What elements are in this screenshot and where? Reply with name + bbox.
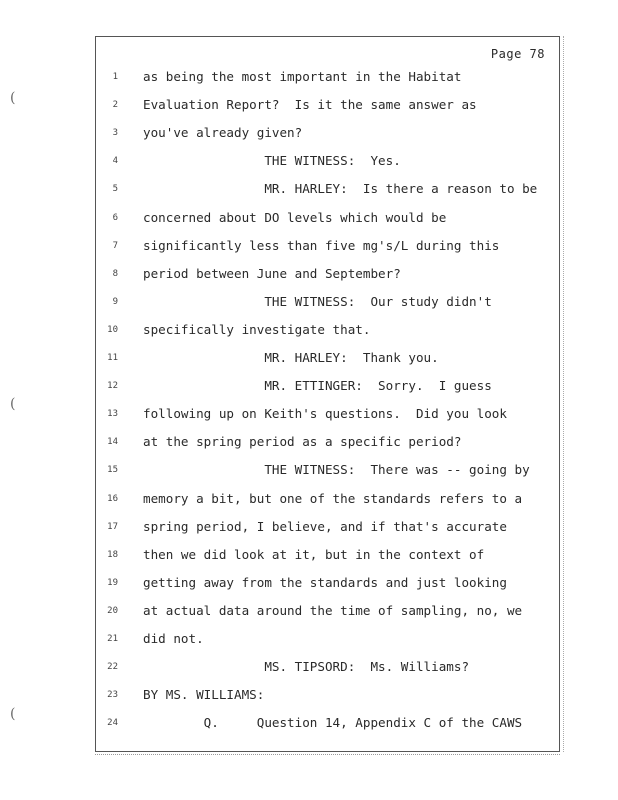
transcript-line bbox=[96, 236, 559, 256]
transcript-line bbox=[96, 545, 559, 565]
line-number: 24 bbox=[107, 718, 118, 729]
transcript-line bbox=[96, 179, 559, 199]
line-number: 21 bbox=[107, 634, 118, 644]
line-text: specifically investigate that. bbox=[143, 321, 371, 337]
transcript-line bbox=[96, 320, 559, 340]
line-number: 4 bbox=[112, 156, 118, 167]
transcript-line bbox=[96, 517, 559, 537]
transcript-line bbox=[96, 376, 559, 396]
line-text: at the spring period as a specific period? bbox=[143, 434, 462, 450]
line-number: 23 bbox=[107, 690, 118, 701]
line-text: THE WITNESS: Yes. bbox=[143, 153, 401, 169]
transcript-line bbox=[96, 629, 559, 649]
transcript-line bbox=[96, 292, 559, 312]
line-number: 15 bbox=[107, 465, 118, 476]
line-number: 14 bbox=[107, 437, 118, 448]
line-number: 16 bbox=[107, 493, 118, 504]
line-text: MR. ETTINGER: Sorry. I guess bbox=[143, 378, 492, 394]
line-number: 20 bbox=[107, 605, 118, 616]
line-number: 13 bbox=[107, 409, 118, 420]
line-text: at actual data around the time of sampling, no, we bbox=[143, 602, 523, 618]
line-text: spring period, I believe, and if that's accurate bbox=[143, 518, 507, 534]
transcript-line bbox=[96, 601, 559, 621]
transcript-line bbox=[96, 404, 559, 424]
transcript-line bbox=[96, 685, 559, 705]
margin-mark-top: ( bbox=[10, 90, 16, 106]
line-number: 18 bbox=[107, 549, 118, 560]
line-text: memory a bit, but one of the standards refers to a bbox=[143, 490, 523, 506]
line-text: MR. HARLEY: Is there a reason to be bbox=[143, 181, 538, 197]
line-text: Q. Question 14, Appendix C of the CAWS bbox=[143, 715, 523, 731]
line-text: following up on Keith's questions. Did you look bbox=[143, 406, 507, 422]
line-text: THE WITNESS: Our study didn't bbox=[143, 293, 492, 309]
line-number: 3 bbox=[112, 128, 118, 139]
margin-mark-middle: ( bbox=[10, 396, 16, 412]
line-number: 6 bbox=[112, 212, 118, 223]
transcript-line bbox=[96, 208, 559, 228]
line-number: 5 bbox=[112, 184, 118, 195]
line-number: 19 bbox=[107, 577, 118, 588]
line-text: MR. HARLEY: Thank you. bbox=[143, 350, 439, 365]
line-text: significantly less than five mg's/L during this bbox=[143, 237, 500, 253]
line-text: did not. bbox=[143, 631, 204, 646]
line-text: concerned about DO levels which would be bbox=[143, 209, 447, 225]
line-number: 8 bbox=[112, 268, 118, 279]
line-text: getting away from the standards and just looking bbox=[143, 574, 507, 590]
transcript-line bbox=[96, 151, 559, 171]
line-text: as being the most important in the Habitat bbox=[143, 69, 462, 84]
line-number: 17 bbox=[107, 521, 118, 532]
line-text: THE WITNESS: There was -- going by bbox=[143, 462, 530, 478]
transcript-line bbox=[96, 95, 559, 115]
transcript-line bbox=[96, 657, 559, 677]
right-edge-rule bbox=[563, 36, 566, 752]
line-number: 12 bbox=[107, 381, 118, 392]
margin-mark-bottom: ( bbox=[10, 706, 16, 722]
line-number: 2 bbox=[112, 100, 118, 111]
line-number: 1 bbox=[112, 72, 118, 82]
line-number: 11 bbox=[107, 353, 118, 363]
line-number: 10 bbox=[107, 324, 118, 335]
line-text: MS. TIPSORD: Ms. Williams? bbox=[143, 659, 470, 675]
line-number: 7 bbox=[112, 240, 118, 251]
transcript-line bbox=[96, 67, 559, 87]
transcript-line bbox=[96, 348, 559, 368]
bottom-edge-rule bbox=[95, 754, 560, 757]
line-text: Evaluation Report? Is it the same answer as bbox=[143, 97, 477, 113]
transcript-line bbox=[96, 713, 559, 733]
line-text: then we did look at it, but in the context of bbox=[143, 546, 485, 562]
line-number: 9 bbox=[112, 296, 118, 307]
page-number: Page 78 bbox=[490, 47, 545, 61]
line-number: 22 bbox=[107, 662, 118, 673]
transcript-page bbox=[95, 36, 560, 752]
transcript-line bbox=[96, 123, 559, 143]
line-text: you've already given? bbox=[143, 125, 303, 141]
line-text: BY MS. WILLIAMS: bbox=[143, 687, 265, 703]
transcript-line bbox=[96, 573, 559, 593]
line-text: period between June and September? bbox=[143, 265, 401, 281]
transcript-line bbox=[96, 264, 559, 284]
transcript-line bbox=[96, 432, 559, 452]
transcript-line bbox=[96, 460, 559, 480]
transcript-line bbox=[96, 489, 559, 509]
